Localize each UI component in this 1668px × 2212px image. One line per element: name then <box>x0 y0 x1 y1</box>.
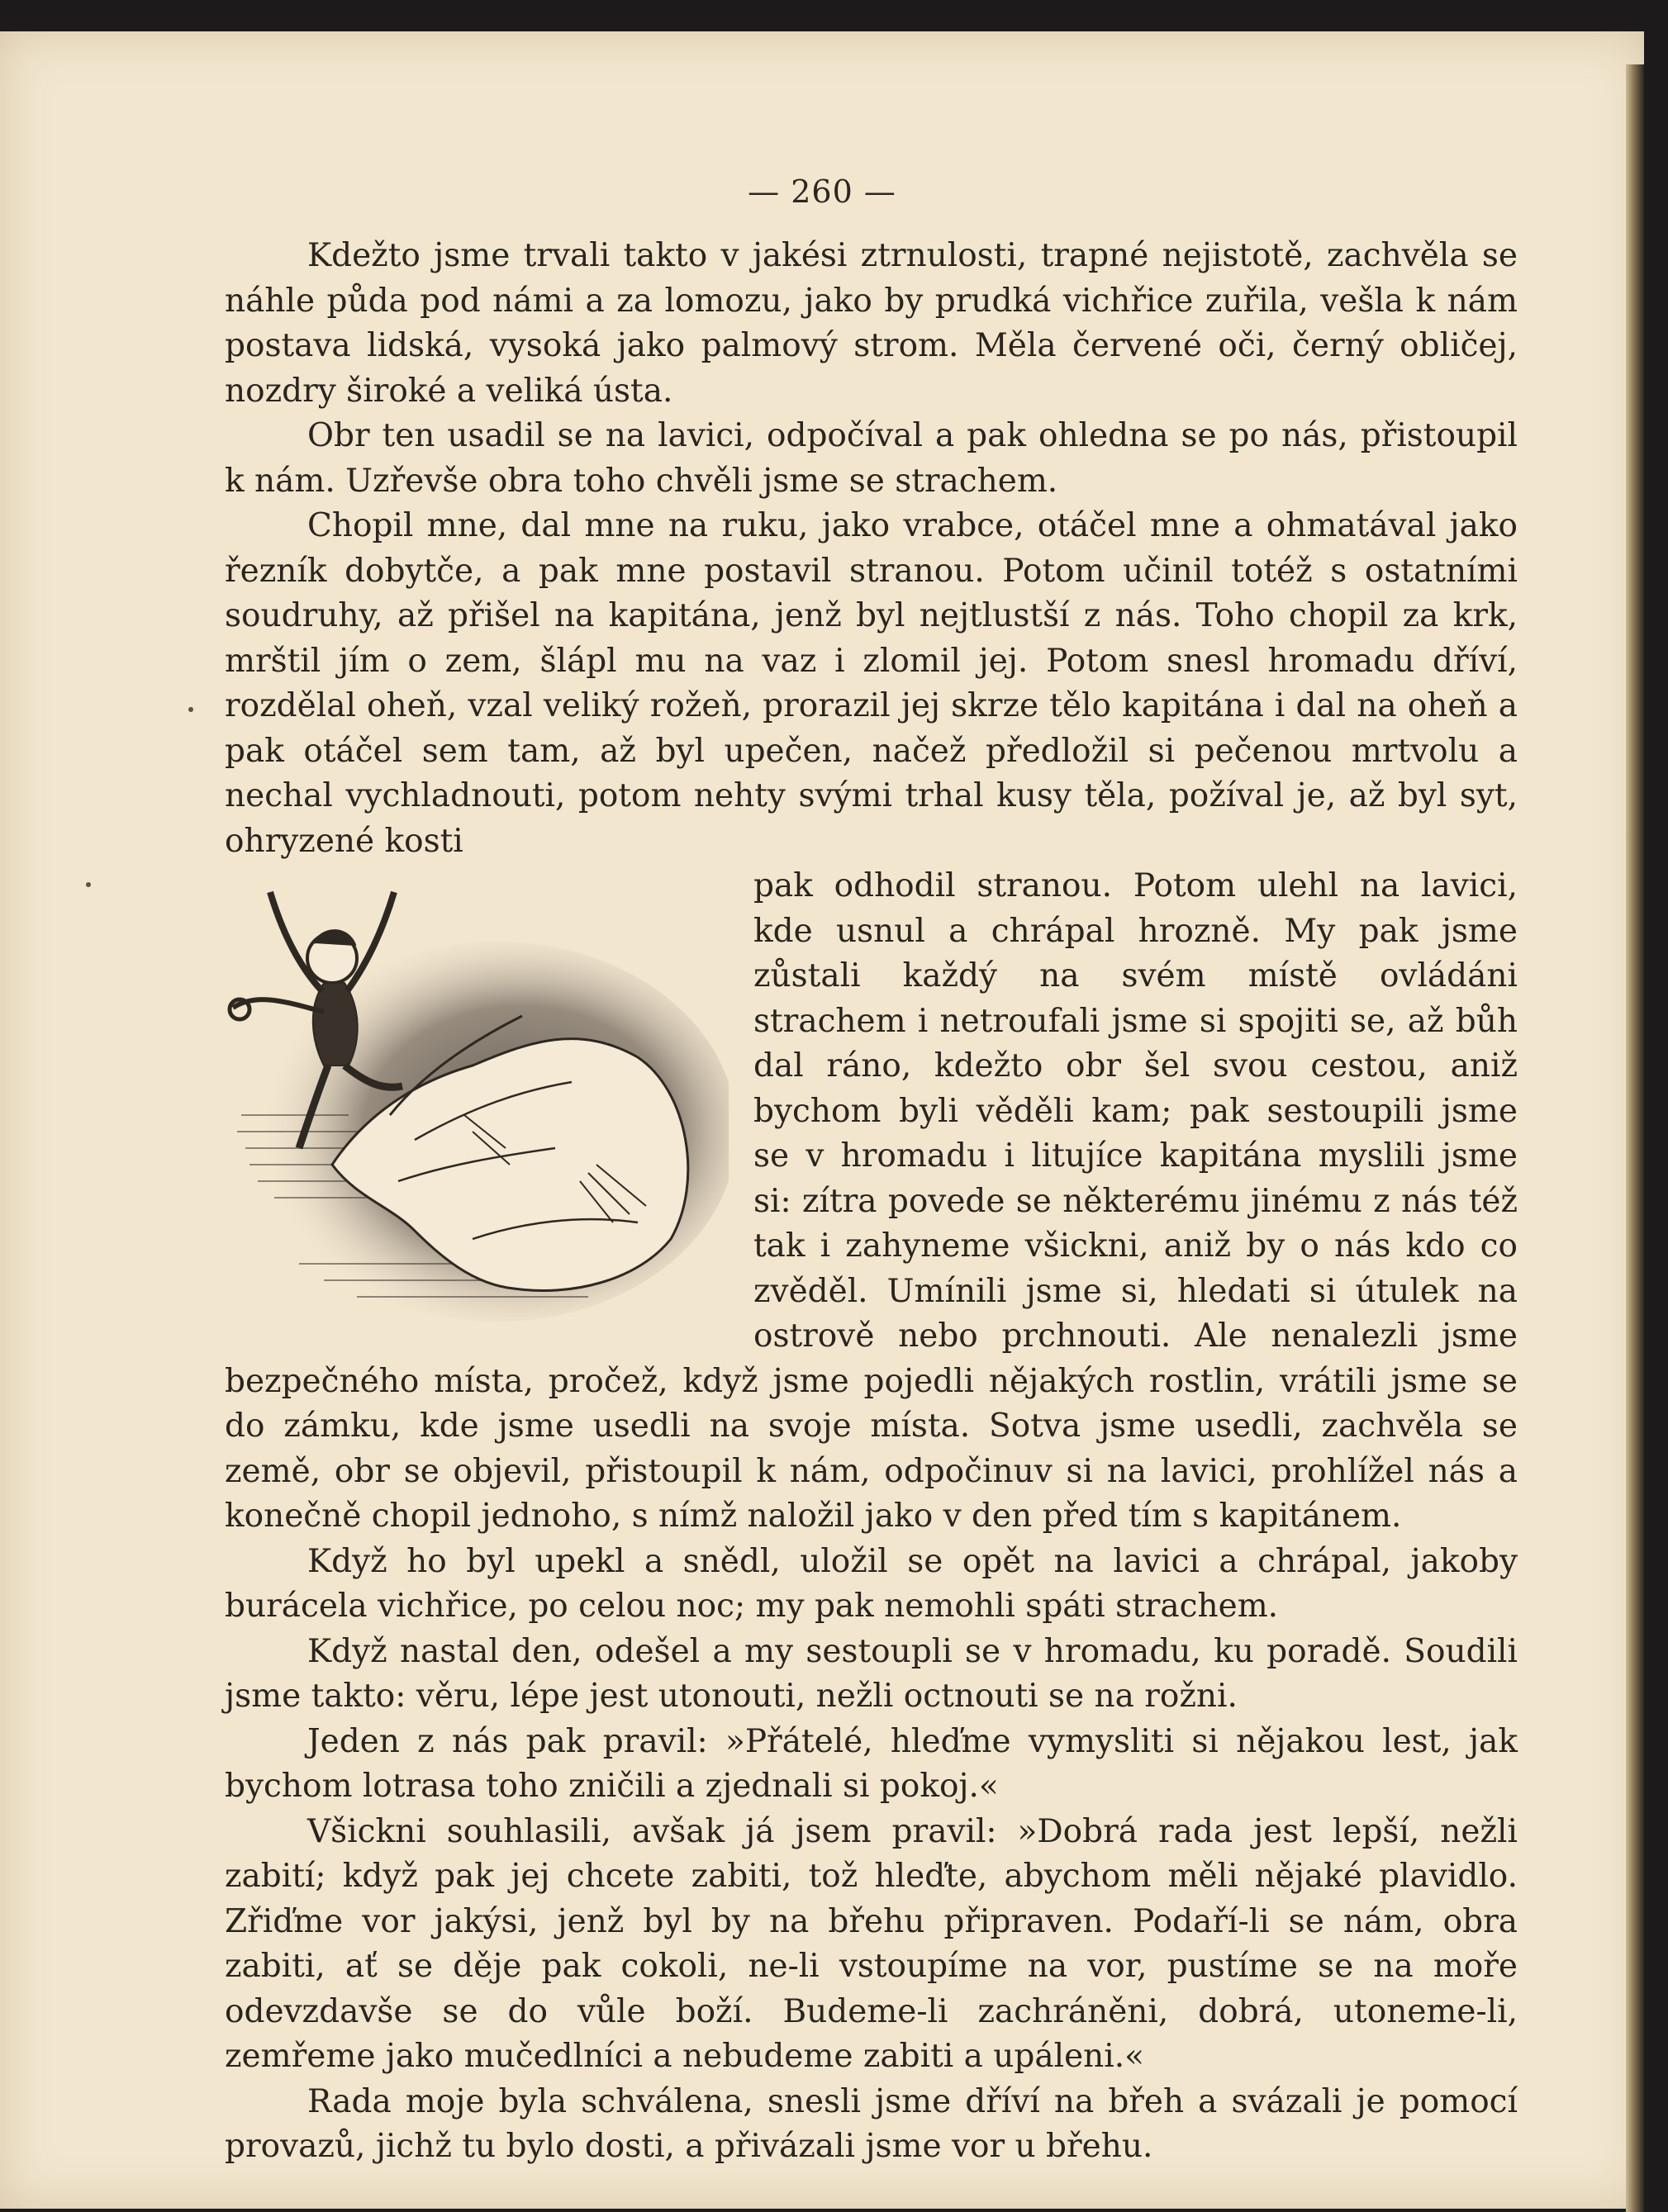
paragraph: Chopil mne, dal mne na ruku, jako vrabce, otáčel mne a ohmatával jako řezník dobytče, a pak mne postavil stranou. Potom učinil totéž s ostatními soudruhy, až přišel na kapitána, jenž byl nejtlustší z nás. Toho chopil za krk, mrštil jím o zem, šlápl mu na vaz i zlomil jej. Potom snesl hromadu dříví, rozdělal oheň, vzal veliký rožeň, prorazil jej skrze tělo kapitána i dal na oheň a pak otáčel sem tam, až byl upečen, načež předložil si pečenou mrtvolu a nechal vychladnouti, potom nehty svými trhal kusy těla, požíval je, až byl syt, ohryzené kosti <box>225 507 1518 860</box>
giant-hand-illustration <box>225 867 729 1326</box>
paragraph: Kdežto jsme trvali takto v jakési ztrnulosti, trapné nejistotě, zachvěla se náhle půda pod námi a za lomozu, jako by prudká vichřice zuřila, vešla k nám postava lidská, vysoká jako palmový strom. Měla červené oči, černý obličej, nozdry široké a veliká ústa. <box>225 237 1518 410</box>
paragraph: Když nastal den, odešel a my sestoupli se v hromadu, ku poradě. Soudili jsme takto: věru, lépe jest utonouti, nežli octnouti se na rožni. <box>225 1632 1518 1715</box>
giant-hand-icon <box>225 867 729 1326</box>
stray-mark <box>188 707 193 712</box>
paragraph: Všickni souhlasili, avšak já jsem pravil: »Dobrá rada jest lepší, nežli zabití; když pak jej chcete zabiti, tož hleďte, abychom měli nějaké plavidlo. Zřiďme vor jakýsi, jenž byl by na břehu připraven. Podaří-li se nám, obra zabiti, ať se děje pak cokoli, ne-li vstoupíme na vor, pustíme se na moře odevzdavše se do vůle boží. Budeme-li zachráněni, dobrá, utoneme-li, zemřeme jako mučedlníci a nebudeme zabiti a upáleni.« <box>225 1812 1518 2075</box>
paragraph: Rada moje byla schválena, snesli jsme dříví na břeh a svázali je pomocí provazů, jichž tu bylo dosti, a přivázali jsme vor u břehu. <box>225 2082 1518 2165</box>
stray-mark <box>86 882 91 887</box>
book-page <box>0 31 1644 2209</box>
paragraph: Jeden z nás pak pravil: »Přátelé, hleďme vymysliti si nějakou lest, jak bychom lotrasa toho zničili a zjednali si pokoj.« <box>225 1722 1518 1805</box>
body-text <box>225 234 1518 2170</box>
page-edge <box>1626 64 1644 2212</box>
paragraph: pak odhodil stranou. Potom ulehl na lavici, kde usnul a chrápal hrozně. My pak jsme zůstali každý na svém místě ovládáni strachem i netroufali jsme si spojiti se, až bůh dal ráno, kdežto obr šel svou cestou, aniž bychom byli věděli kam; pak sestoupili jsme se v hromadu i litujíce kapitána myslili jsme si: zítra povede se některému jinému z nás též tak i zahyneme všickni, aniž by o nás kdo co zvěděl. Umínili jsme si, hledati si útulek na ostrově nebo prchnouti. Ale nenalezli jsme bezpečného místa, pročež, když jsme pojedli nějakých rostlin, vrátili jsme se do zámku, kde jsme usedli na svoje místa. Sotva jsme usedli, zachvěla se země, obr se objevil, přistoupil k nám, odpočinuv si na lavici, prohlížel nás a konečně chopil jednoho, s nímž naložil jako v den před tím s kapitánem. <box>225 867 1518 1535</box>
paragraph: Obr ten usadil se na lavici, odpočíval a pak ohledna se po nás, přistoupil k nám. Uzřevše obra toho chvěli jsme se strachem. <box>225 417 1518 500</box>
paragraph: Když ho byl upekl a snědl, uložil se opět na lavici a chrápal, jakoby burácela vichřice, po celou noc; my pak nemohli spáti strachem. <box>225 1542 1518 1625</box>
page-number: — 260 — <box>748 173 896 210</box>
